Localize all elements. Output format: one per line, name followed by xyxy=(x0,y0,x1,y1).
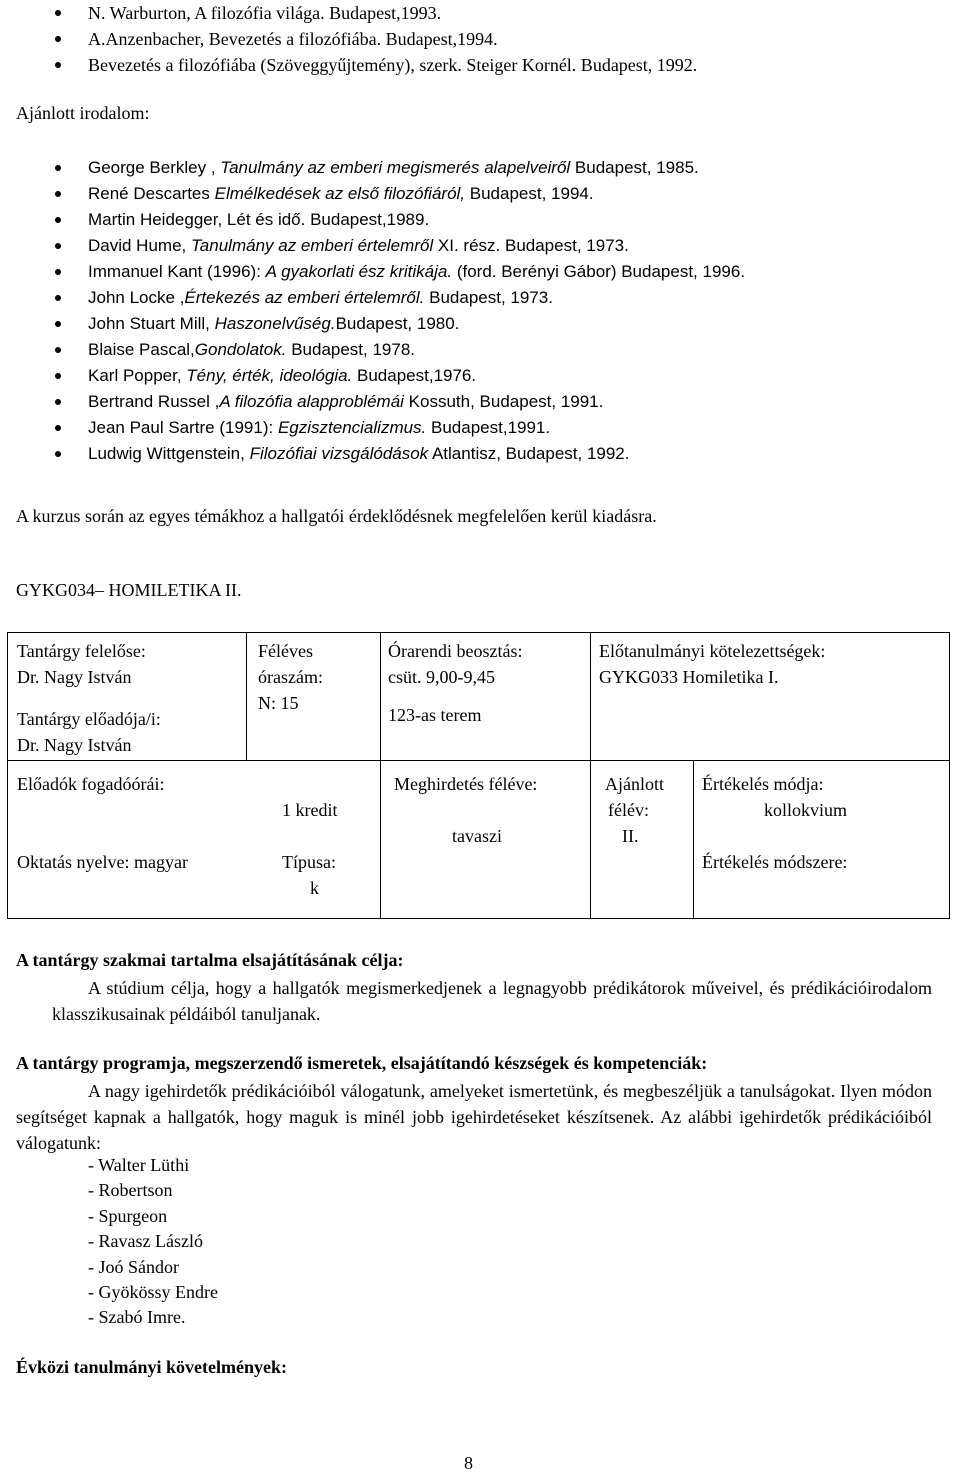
list-item: - Gyökössy Endre xyxy=(88,1282,218,1303)
list-item: Karl Popper, Tény, érték, ideológia. Budapest,1976. xyxy=(0,363,745,389)
list-item: - Spurgeon xyxy=(88,1205,168,1226)
recommended-semester-label-2: félév: xyxy=(608,800,649,820)
program-text: A nagy igehirdetők prédikációiból válogatunk, amelyeket ismertetünk, és megbeszéljük a tanulságokat. Ilyen módon segítséget kapnak a hallgatók, hogy maguk is minél jobb igehirdetéseket készítsenek. Az alábbi igehirdetők prédikációiból válogatunk: xyxy=(16,1081,932,1153)
list-item: Jean Paul Sartre (1991): Egzisztencializmus. Budapest,1991. xyxy=(0,415,745,441)
recommended-semester-value: II. xyxy=(622,826,639,846)
table-cell xyxy=(8,761,381,919)
evaluation-method-label: Értékelés módszere: xyxy=(702,852,848,872)
list-item: Immanuel Kant (1996): A gyakorlati ész kritikája. (ford. Berényi Gábor) Budapest, 1996. xyxy=(0,259,745,285)
list-item: - Robertson xyxy=(88,1180,173,1201)
prerequisites-value: GYKG033 Homiletika I. xyxy=(599,667,779,687)
semester-value: tavaszi xyxy=(452,826,502,846)
responsible-value: Dr. Nagy István xyxy=(17,667,132,687)
list-item: N. Warburton, A filozófia világa. Budapest,1993. xyxy=(0,0,697,26)
table-cell xyxy=(247,633,381,761)
table-cell xyxy=(381,633,591,761)
table-cell xyxy=(694,761,950,919)
evaluation-type-value: kollokvium xyxy=(764,800,848,820)
recommended-heading: Ajánlott irodalom: xyxy=(16,103,150,123)
list-item: René Descartes Elmélkedések az első filozófiáról, Budapest, 1994. xyxy=(0,181,745,207)
list-item: Blaise Pascal,Gondolatok. Budapest, 1978. xyxy=(0,337,745,363)
credit-value: 1 kredit xyxy=(282,800,338,820)
hours-value: N: 15 xyxy=(258,693,299,713)
schedule-label: Órarendi beosztás: xyxy=(388,641,523,661)
list-item: - Walter Lüthi xyxy=(88,1155,190,1175)
hours-label-2: óraszám: xyxy=(258,667,323,687)
recommended-semester-label: Ajánlott xyxy=(605,774,664,794)
evaluation-type-label: Értékelés módja: xyxy=(702,774,824,794)
page-number: 8 xyxy=(464,1453,473,1473)
course-note: A kurzus során az egyes témákhoz a hallgatói érdeklődésnek megfelelően kerül kiadásra. xyxy=(16,506,657,526)
table-cell xyxy=(591,633,950,761)
type-value: k xyxy=(310,878,319,898)
hours-label: Féléves xyxy=(258,641,313,661)
preacher-list xyxy=(88,1153,218,1331)
list-item: Martin Heidegger, Lét és idő. Budapest,1989. xyxy=(0,207,745,233)
requirements-heading: Évközi tanulmányi követelmények: xyxy=(16,1357,288,1377)
course-info-table xyxy=(7,632,950,919)
language-label: Oktatás nyelve: magyar xyxy=(17,852,188,872)
list-item: - Szabó Imre. xyxy=(88,1307,186,1328)
table-cell xyxy=(591,761,694,919)
prerequisites-label: Előtanulmányi kötelezettségek: xyxy=(599,641,826,661)
table-cell xyxy=(381,761,591,919)
semester-label: Meghirdetés féléve: xyxy=(394,774,538,794)
responsible-label: Tantárgy felelőse: xyxy=(17,641,146,661)
list-item: - Ravasz László xyxy=(88,1231,203,1252)
schedule-room: 123-as terem xyxy=(388,705,482,725)
list-item: - Joó Sándor xyxy=(88,1256,179,1277)
list-item: David Hume, Tanulmány az emberi értelemről XI. rész. Budapest, 1973. xyxy=(0,233,745,259)
list-item: John Stuart Mill, Haszonelvűség.Budapest, 1980. xyxy=(0,311,745,337)
lecturer-value: Dr. Nagy István xyxy=(17,735,132,755)
list-item: Bertrand Russel ,A filozófia alapproblémái Kossuth, Budapest, 1991. xyxy=(0,389,745,415)
goal-heading: A tantárgy szakmai tartalma elsajátításának célja: xyxy=(16,950,404,970)
list-item: A.Anzenbacher, Bevezetés a filozófiába. Budapest,1994. xyxy=(0,26,697,52)
list-item: John Locke ,Értekezés az emberi értelemről. Budapest, 1973. xyxy=(0,285,745,311)
list-item: Ludwig Wittgenstein, Filozófiai vizsgálódások Atlantisz, Budapest, 1992. xyxy=(0,441,745,467)
course-title: GYKG034– HOMILETIKA II. xyxy=(16,580,242,600)
lecturer-label: Tantárgy előadója/i: xyxy=(17,709,161,729)
schedule-time: csüt. 9,00-9,45 xyxy=(388,667,495,687)
recommended-list xyxy=(0,155,745,467)
goal-text: A stúdium célja, hogy a hallgatók megismerkedjenek a legnagyobb prédikátorok műveivel, és prédikációirodalom klasszikusainak példáiból tanuljanak. xyxy=(52,978,932,1024)
list-item: Bevezetés a filozófiába (Szöveggyűjtemény), szerk. Steiger Kornél. Budapest, 1992. xyxy=(0,52,697,78)
list-item: George Berkley , Tanulmány az emberi megismerés alapelveiről Budapest, 1985. xyxy=(0,155,745,181)
office-hours-label: Előadók fogadóórái: xyxy=(17,774,165,794)
table-cell xyxy=(8,633,247,761)
program-heading: A tantárgy programja, megszerzendő ismeretek, elsajátítandó készségek és kompetenciák: xyxy=(16,1053,708,1073)
type-label: Típusa: xyxy=(282,852,336,872)
bibliography-list xyxy=(0,0,697,78)
